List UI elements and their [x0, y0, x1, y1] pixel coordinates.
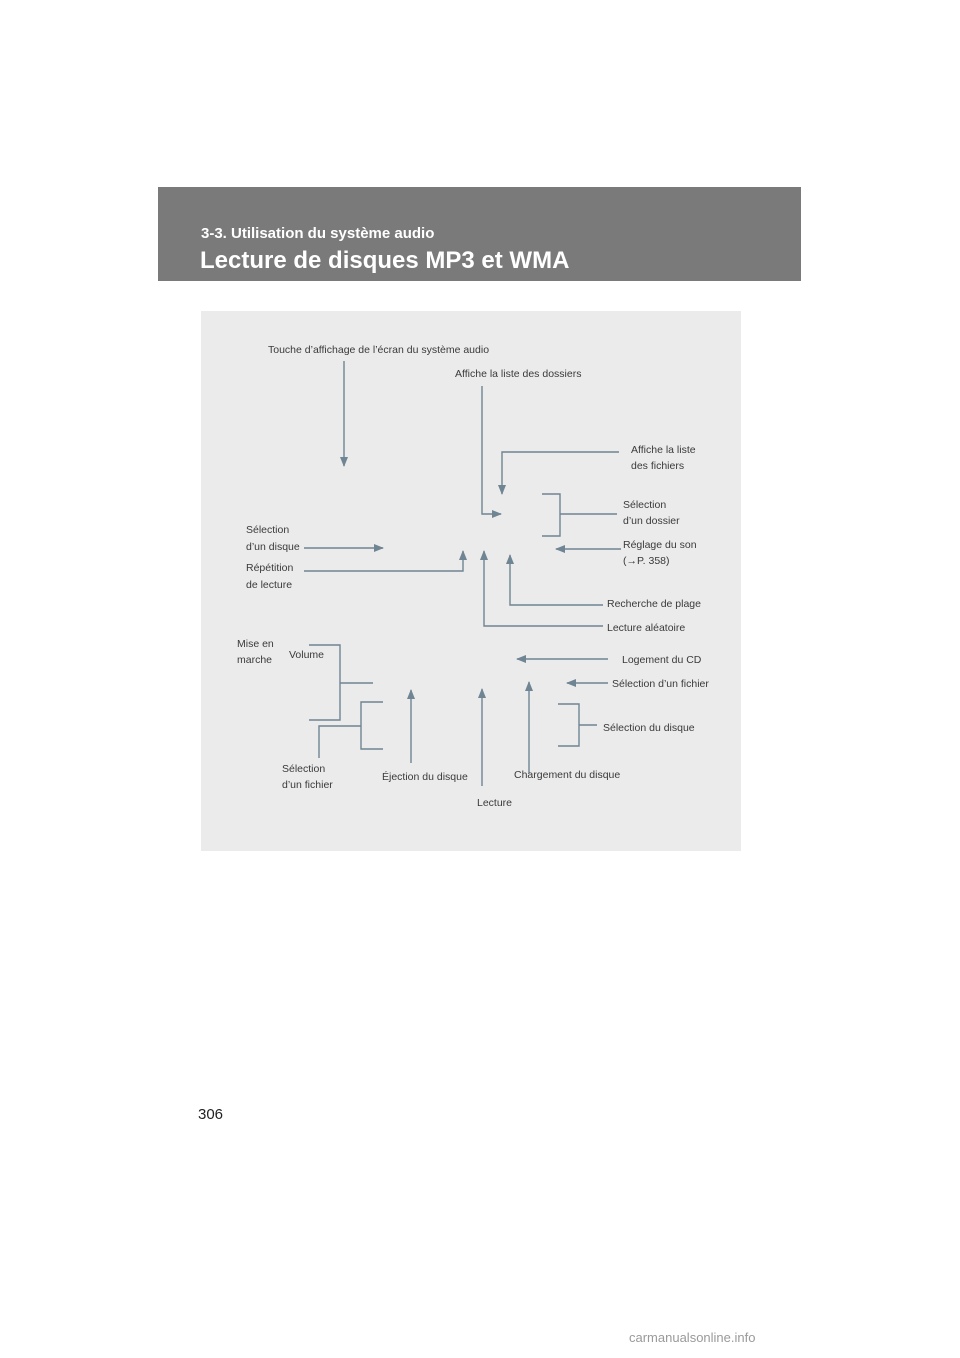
diagram-panel — [201, 311, 741, 851]
page-header — [158, 187, 801, 281]
label-reglage-son-1: Réglage du son — [623, 539, 697, 551]
label-selection-dossier-2: d’un dossier — [623, 515, 680, 527]
label-volume: Volume — [289, 649, 325, 661]
label-repetition-1: Répétition — [246, 562, 294, 574]
arrow-lecture-aleatoire — [484, 551, 603, 626]
bracket-selection-dossier — [542, 494, 617, 536]
label-selection-fichier-l-1: Sélection — [282, 763, 326, 775]
label-selection-fichier-r: Sélection d’un fichier — [612, 678, 709, 690]
label-recherche-plage: Recherche de plage — [607, 598, 701, 610]
label-lecture: Lecture — [477, 797, 513, 809]
section-title: 3-3. Utilisation du système audio — [201, 225, 435, 242]
label-repetition-2: de lecture — [246, 579, 293, 591]
label-mise-en-marche-1: Mise en — [237, 638, 274, 650]
label-reglage-son-2: (→P. 358) — [623, 555, 670, 567]
label-selection-disque-r: Sélection du disque — [603, 722, 695, 734]
watermark: carmanualsonline.info — [629, 1330, 756, 1345]
label-mise-en-marche-2: marche — [237, 654, 273, 666]
label-liste-dossiers: Affiche la liste des dossiers — [455, 368, 582, 380]
label-selection-dossier-1: Sélection — [623, 499, 667, 511]
page-title: Lecture de disques MP3 et WMA — [200, 247, 570, 274]
label-liste-fichiers-2: des fichiers — [631, 460, 685, 472]
arrow-liste-fichiers — [502, 452, 619, 494]
page-number: 306 — [198, 1106, 224, 1123]
label-chargement: Chargement du disque — [514, 769, 621, 781]
bracket-selection-fichier-l — [319, 702, 383, 758]
label-selection-disque-2: d’un disque — [246, 541, 300, 553]
label-selection-fichier-l-2: d’un fichier — [282, 779, 333, 791]
label-touche-affichage: Touche d’affichage de l’écran du système audio — [268, 344, 490, 356]
arrow-liste-dossiers — [482, 386, 501, 514]
label-liste-fichiers-1: Affiche la liste — [631, 444, 696, 456]
bracket-selection-disque-r — [558, 704, 597, 746]
label-selection-disque-1: Sélection — [246, 524, 290, 536]
label-ejection: Éjection du disque — [382, 771, 468, 783]
label-lecture-aleatoire: Lecture aléatoire — [607, 622, 686, 634]
arrow-repetition — [304, 551, 463, 571]
arrow-recherche-plage — [510, 555, 603, 605]
label-logement-cd: Logement du CD — [622, 654, 702, 666]
